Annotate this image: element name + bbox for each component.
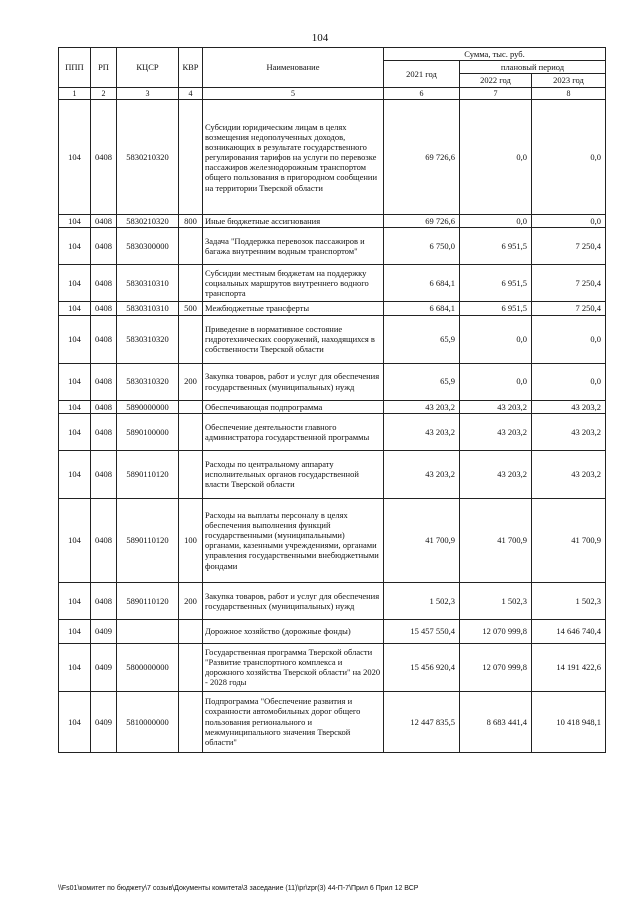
header-kvr: КВР	[179, 48, 203, 88]
cell-kcsr: 5830310310	[117, 265, 179, 302]
cell-rp: 0408	[91, 302, 117, 315]
cell-kcsr: 5830310310	[117, 302, 179, 315]
cell-ppp: 104	[59, 215, 91, 228]
cell-kcsr: 5830210320	[117, 215, 179, 228]
cell-rp: 0408	[91, 400, 117, 413]
cell-2022: 43 203,2	[460, 450, 532, 498]
header-plan-period: плановый период	[460, 61, 606, 74]
table-row	[59, 691, 606, 752]
cell-2021: 15 456 920,4	[384, 643, 460, 691]
cell-2022: 0,0	[460, 100, 532, 215]
cell-rp: 0408	[91, 498, 117, 582]
cell-ppp: 104	[59, 619, 91, 643]
column-index: 6	[384, 87, 460, 100]
table-row	[59, 643, 606, 691]
cell-ppp: 104	[59, 265, 91, 302]
cell-kcsr: 5810000000	[117, 691, 179, 752]
cell-2021: 43 203,2	[384, 413, 460, 450]
column-index: 8	[532, 87, 606, 100]
cell-kvr	[179, 643, 203, 691]
cell-2023: 0,0	[532, 315, 606, 363]
cell-2023: 43 203,2	[532, 400, 606, 413]
cell-rp: 0408	[91, 215, 117, 228]
column-index: 3	[117, 87, 179, 100]
cell-ppp: 104	[59, 498, 91, 582]
table-row	[59, 582, 606, 619]
cell-kcsr: 5800000000	[117, 643, 179, 691]
cell-rp: 0408	[91, 228, 117, 265]
cell-rp: 0408	[91, 100, 117, 215]
cell-name: Подпрограмма "Обеспечение развития и сохранности автомобильных дорог общего пользования регионального и межмуниципального значения Тверской области"	[203, 691, 384, 752]
cell-2021: 69 726,6	[384, 215, 460, 228]
cell-name: Обеспечивающая подпрограмма	[203, 400, 384, 413]
cell-ppp: 104	[59, 302, 91, 315]
table-row	[59, 450, 606, 498]
cell-ppp: 104	[59, 400, 91, 413]
cell-kvr: 800	[179, 215, 203, 228]
header-year-2022: 2022 год	[460, 74, 532, 87]
file-path-footer: \\Fs01\комитет по бюджету\7 созыв\Документы комитета\3 заседание (11)\pr\zpr(3) 44-П-7\Прил 6 Прил 12 ВСР	[58, 885, 419, 892]
cell-rp: 0408	[91, 363, 117, 400]
cell-ppp: 104	[59, 315, 91, 363]
cell-2022: 1 502,3	[460, 582, 532, 619]
cell-kvr	[179, 400, 203, 413]
cell-2022: 43 203,2	[460, 400, 532, 413]
cell-2021: 6 750,0	[384, 228, 460, 265]
cell-2021: 15 457 550,4	[384, 619, 460, 643]
cell-2021: 43 203,2	[384, 450, 460, 498]
table-row	[59, 413, 606, 450]
cell-ppp: 104	[59, 582, 91, 619]
cell-ppp: 104	[59, 413, 91, 450]
table-row	[59, 302, 606, 315]
header-ppp: ППП	[59, 48, 91, 88]
cell-kvr	[179, 413, 203, 450]
header-sum: Сумма, тыс. руб.	[384, 48, 606, 61]
header-year-2021: 2021 год	[384, 61, 460, 87]
cell-rp: 0409	[91, 643, 117, 691]
column-index: 5	[203, 87, 384, 100]
cell-2023: 41 700,9	[532, 498, 606, 582]
cell-name: Дорожное хозяйство (дорожные фонды)	[203, 619, 384, 643]
cell-2023: 0,0	[532, 363, 606, 400]
cell-name: Приведение в нормативное состояние гидротехнических сооружений, находящихся в собственности Тверской области	[203, 315, 384, 363]
cell-kcsr: 5890110120	[117, 582, 179, 619]
cell-kcsr: 5890000000	[117, 400, 179, 413]
table-row	[59, 619, 606, 643]
column-index: 7	[460, 87, 532, 100]
cell-kvr: 500	[179, 302, 203, 315]
header-year-2023: 2023 год	[532, 74, 606, 87]
cell-name: Обеспечение деятельности главного администратора государственной программы	[203, 413, 384, 450]
cell-kvr	[179, 619, 203, 643]
cell-name: Закупка товаров, работ и услуг для обеспечения государственных (муниципальных) нужд	[203, 363, 384, 400]
cell-2023: 10 418 948,1	[532, 691, 606, 752]
cell-2023: 43 203,2	[532, 413, 606, 450]
cell-name: Государственная программа Тверской области "Развитие транспортного комплекса и дорожного хозяйства Тверской области" на 2020 - 2028 годы	[203, 643, 384, 691]
cell-kvr	[179, 100, 203, 215]
cell-name: Расходы на выплаты персоналу в целях обеспечения выполнения функций государственными (муниципальными) органами, казенными учреждениями, органами управления государственными внебюджетными фондами	[203, 498, 384, 582]
cell-2023: 1 502,3	[532, 582, 606, 619]
cell-2021: 6 684,1	[384, 302, 460, 315]
cell-2022: 6 951,5	[460, 228, 532, 265]
column-index: 1	[59, 87, 91, 100]
cell-kcsr: 5890110120	[117, 498, 179, 582]
cell-2021: 6 684,1	[384, 265, 460, 302]
cell-ppp: 104	[59, 228, 91, 265]
cell-ppp: 104	[59, 643, 91, 691]
table-row	[59, 400, 606, 413]
cell-ppp: 104	[59, 100, 91, 215]
cell-rp: 0408	[91, 413, 117, 450]
column-index-row	[59, 87, 606, 100]
column-index: 2	[91, 87, 117, 100]
cell-kvr: 100	[179, 498, 203, 582]
cell-2023: 14 646 740,4	[532, 619, 606, 643]
cell-kcsr: 5890110120	[117, 450, 179, 498]
table-row	[59, 315, 606, 363]
cell-rp: 0408	[91, 265, 117, 302]
cell-2021: 43 203,2	[384, 400, 460, 413]
budget-table	[58, 47, 606, 753]
cell-2023: 14 191 422,6	[532, 643, 606, 691]
cell-2022: 12 070 999,8	[460, 643, 532, 691]
cell-2021: 69 726,6	[384, 100, 460, 215]
cell-2022: 43 203,2	[460, 413, 532, 450]
cell-kvr	[179, 450, 203, 498]
cell-2023: 7 250,4	[532, 302, 606, 315]
table-header	[59, 48, 606, 100]
table-body	[59, 100, 606, 753]
cell-kcsr: 5830210320	[117, 100, 179, 215]
cell-2022: 6 951,5	[460, 265, 532, 302]
cell-2023: 0,0	[532, 100, 606, 215]
cell-name: Расходы по центральному аппарату исполнительных органов государственной власти Тверской области	[203, 450, 384, 498]
cell-ppp: 104	[59, 691, 91, 752]
cell-name: Закупка товаров, работ и услуг для обеспечения государственных (муниципальных) нужд	[203, 582, 384, 619]
cell-2021: 65,9	[384, 363, 460, 400]
cell-2022: 12 070 999,8	[460, 619, 532, 643]
cell-2021: 41 700,9	[384, 498, 460, 582]
cell-kvr	[179, 265, 203, 302]
cell-2022: 0,0	[460, 315, 532, 363]
cell-kvr	[179, 315, 203, 363]
cell-rp: 0408	[91, 450, 117, 498]
cell-2022: 0,0	[460, 363, 532, 400]
cell-2022: 6 951,5	[460, 302, 532, 315]
table-row	[59, 498, 606, 582]
table-row	[59, 363, 606, 400]
cell-2023: 0,0	[532, 215, 606, 228]
cell-2022: 41 700,9	[460, 498, 532, 582]
cell-ppp: 104	[59, 363, 91, 400]
cell-ppp: 104	[59, 450, 91, 498]
cell-2023: 43 203,2	[532, 450, 606, 498]
table-row	[59, 265, 606, 302]
table-row	[59, 100, 606, 215]
cell-2023: 7 250,4	[532, 265, 606, 302]
cell-kvr: 200	[179, 363, 203, 400]
cell-name: Субсидии юридическим лицам в целях возмещения недополученных доходов, возникающих в результате государственного регулирования тарифов на услуги по перевозке пассажиров железнодорожным транспортом общего пользования в пригородном сообщении на территории Тверской области	[203, 100, 384, 215]
column-index: 4	[179, 87, 203, 100]
table-row	[59, 228, 606, 265]
cell-name: Межбюджетные трансферты	[203, 302, 384, 315]
page-number: 104	[311, 32, 329, 44]
cell-rp: 0409	[91, 691, 117, 752]
cell-kvr	[179, 228, 203, 265]
cell-kcsr: 5830310320	[117, 315, 179, 363]
cell-2021: 12 447 835,5	[384, 691, 460, 752]
table-row	[59, 215, 606, 228]
cell-name: Субсидии местным бюджетам на поддержку социальных маршрутов внутреннего водного транспорта	[203, 265, 384, 302]
header-kcsr: КЦСР	[117, 48, 179, 88]
cell-2022: 0,0	[460, 215, 532, 228]
cell-kcsr: 5890100000	[117, 413, 179, 450]
cell-kcsr: 5830310320	[117, 363, 179, 400]
cell-kcsr: 5830300000	[117, 228, 179, 265]
cell-2023: 7 250,4	[532, 228, 606, 265]
cell-rp: 0409	[91, 619, 117, 643]
cell-2021: 1 502,3	[384, 582, 460, 619]
cell-rp: 0408	[91, 315, 117, 363]
cell-kvr: 200	[179, 582, 203, 619]
cell-kcsr	[117, 619, 179, 643]
cell-name: Иные бюджетные ассигнования	[203, 215, 384, 228]
cell-rp: 0408	[91, 582, 117, 619]
cell-name: Задача "Поддержка перевозок пассажиров и багажа внутренним водным транспортом"	[203, 228, 384, 265]
cell-2021: 65,9	[384, 315, 460, 363]
cell-kvr	[179, 691, 203, 752]
cell-2022: 8 683 441,4	[460, 691, 532, 752]
header-rp: РП	[91, 48, 117, 88]
header-name: Наименование	[203, 48, 384, 88]
